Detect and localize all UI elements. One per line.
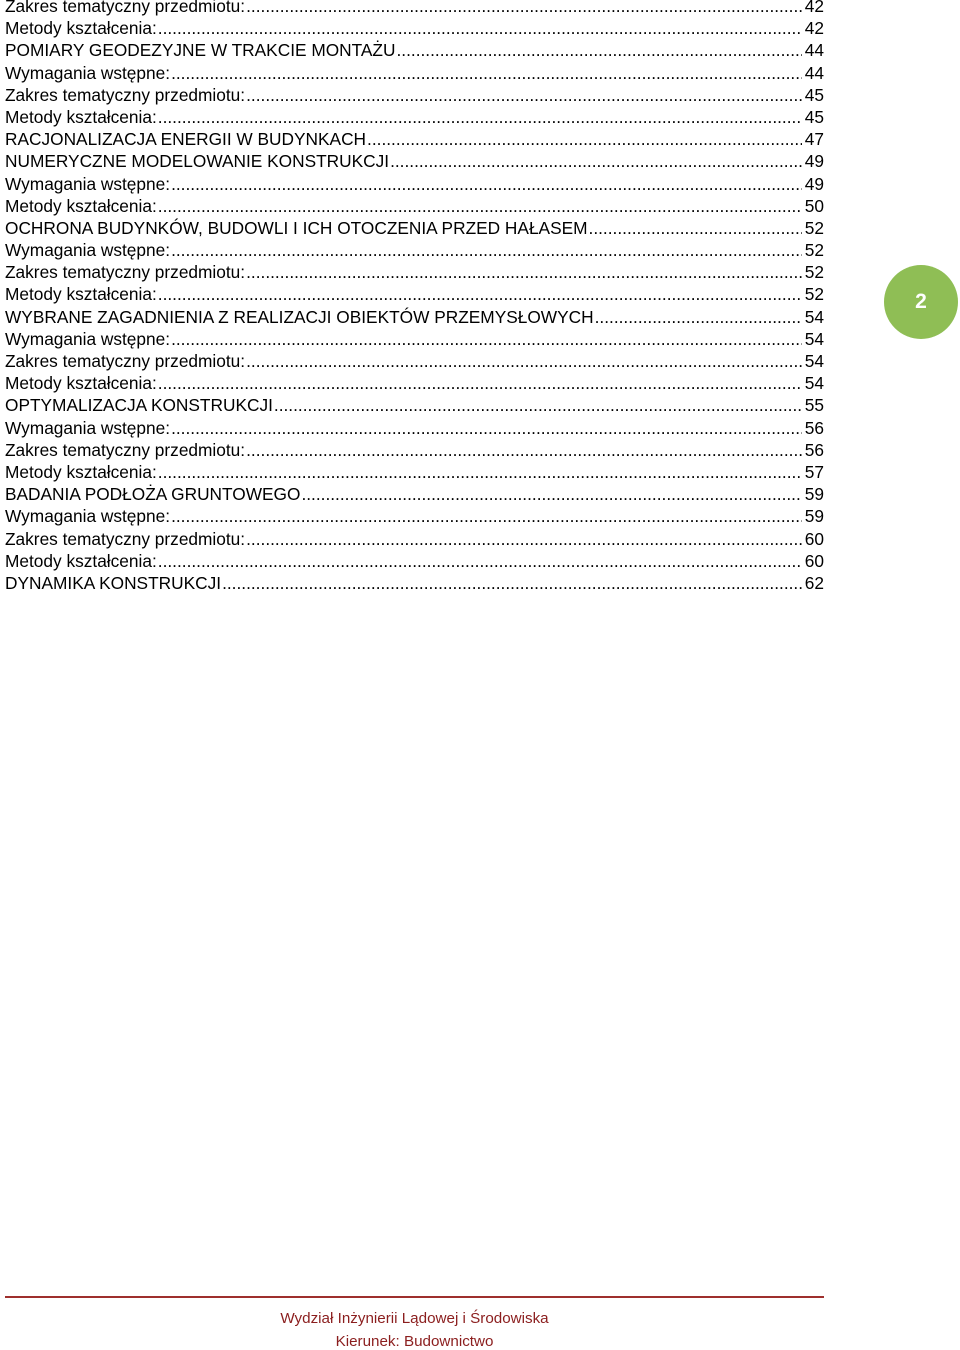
toc-entry[interactable] xyxy=(5,372,824,394)
toc-entry[interactable] xyxy=(5,350,824,372)
toc-entry-title: Zakres tematyczny przedmiotu: xyxy=(5,439,246,460)
toc-entry-title: DYNAMIKA KONSTRUKCJI xyxy=(5,572,222,593)
toc-entry-title: Wymagania wstępne: xyxy=(5,328,171,349)
toc-dot-leader xyxy=(589,217,802,239)
page-number: 2 xyxy=(915,290,927,313)
toc-page-number: 49 xyxy=(804,173,824,194)
toc-entry[interactable] xyxy=(5,84,824,106)
toc-dot-leader xyxy=(301,483,801,505)
toc-page-number: 45 xyxy=(804,84,824,105)
toc-page-number: 49 xyxy=(804,151,824,172)
toc-dot-leader xyxy=(158,461,802,483)
toc-page-number: 50 xyxy=(804,195,824,216)
toc-dot-leader xyxy=(158,550,802,572)
toc-page-number: 42 xyxy=(804,0,824,16)
table-of-contents xyxy=(5,0,824,594)
toc-page-number: 54 xyxy=(804,306,824,327)
toc-entry[interactable] xyxy=(5,62,824,84)
toc-page-number: 57 xyxy=(804,461,824,482)
toc-dot-leader xyxy=(246,261,802,283)
toc-entry-title: Zakres tematyczny przedmiotu: xyxy=(5,351,246,371)
footer-faculty: Wydział Inżynierii Lądowej i Środowiska xyxy=(280,1310,549,1327)
toc-entry[interactable] xyxy=(5,528,824,550)
toc-page-number: 56 xyxy=(804,439,824,460)
toc-entry-title: Metody kształcenia: xyxy=(5,18,157,39)
toc-entry[interactable] xyxy=(5,150,824,172)
toc-page-number: 47 xyxy=(804,129,824,150)
toc-entry-title: Wymagania wstępne: xyxy=(5,417,171,438)
toc-entry[interactable] xyxy=(5,328,824,350)
toc-dot-leader xyxy=(158,283,802,305)
toc-page-number: 42 xyxy=(804,18,824,39)
toc-entry-title: BADANIA PODŁOŻA GRUNTOWEGO xyxy=(5,484,301,505)
toc-page-number: 52 xyxy=(804,262,824,283)
toc-entry-title: Metody kształcenia: xyxy=(5,373,157,394)
toc-entry-title: Zakres tematyczny przedmiotu: xyxy=(5,0,246,16)
toc-dot-leader xyxy=(274,394,802,416)
toc-dot-leader xyxy=(158,372,802,394)
toc-entry-title: NUMERYCZNE MODELOWANIE KONSTRUKCJI xyxy=(5,151,390,172)
toc-page-number: 60 xyxy=(804,528,824,549)
toc-entry[interactable] xyxy=(5,239,824,261)
toc-entry[interactable] xyxy=(5,261,824,283)
footer-field-of-study: Kierunek: Budownictwo xyxy=(335,1333,494,1350)
toc-entry-title: Wymagania wstępne: xyxy=(5,506,171,527)
toc-page-number: 55 xyxy=(804,395,824,416)
toc-entry[interactable] xyxy=(5,173,824,195)
toc-entry[interactable] xyxy=(5,0,824,17)
toc-page-number: 52 xyxy=(804,284,824,305)
toc-entry[interactable] xyxy=(5,128,824,150)
toc-dot-leader xyxy=(158,17,802,39)
toc-page-number: 45 xyxy=(804,106,824,127)
toc-entry[interactable] xyxy=(5,439,824,461)
toc-page-number: 59 xyxy=(804,484,824,505)
toc-page-number: 44 xyxy=(804,62,824,83)
toc-entry-title: POMIARY GEODEZYJNE W TRAKCIE MONTAŻU xyxy=(5,40,396,61)
toc-dot-leader xyxy=(171,505,802,527)
toc-entry-title: Zakres tematyczny przedmiotu: xyxy=(5,84,246,105)
toc-entry[interactable] xyxy=(5,195,824,217)
toc-entry[interactable] xyxy=(5,417,824,439)
toc-entry-title: Zakres tematyczny przedmiotu: xyxy=(5,528,246,549)
toc-dot-leader xyxy=(367,128,802,150)
toc-entry-title: Zakres tematyczny przedmiotu: xyxy=(5,262,246,283)
toc-entry-title: Metody kształcenia: xyxy=(5,461,157,482)
toc-entry-title: Metody kształcenia: xyxy=(5,284,157,305)
toc-page-number: 54 xyxy=(804,373,824,394)
toc-page-number: 52 xyxy=(804,217,824,238)
toc-entry[interactable] xyxy=(5,106,824,128)
toc-entry-title: OPTYMALIZACJA KONSTRUKCJI xyxy=(5,395,273,416)
toc-dot-leader xyxy=(246,84,802,106)
toc-entry-title: OCHRONA BUDYNKÓW, BUDOWLI I ICH OTOCZENIA PRZED HAŁASEM xyxy=(5,217,588,238)
toc-entry[interactable] xyxy=(5,394,824,416)
toc-dot-leader xyxy=(158,106,802,128)
toc-entry-title: WYBRANE ZAGADNIENIA Z REALIZACJI OBIEKTÓW PRZEMYSŁOWYCH xyxy=(5,306,594,327)
toc-entry-title: Metody kształcenia: xyxy=(5,195,157,216)
toc-entry[interactable] xyxy=(5,17,824,39)
toc-entry-title: Wymagania wstępne: xyxy=(5,62,171,83)
toc-dot-leader xyxy=(171,239,802,261)
toc-entry-title: Metody kształcenia: xyxy=(5,106,157,127)
toc-entry-title: Wymagania wstępne: xyxy=(5,173,171,194)
toc-entry[interactable] xyxy=(5,461,824,483)
toc-dot-leader xyxy=(158,195,802,217)
toc-dot-leader xyxy=(595,306,802,328)
toc-entry-title: RACJONALIZACJA ENERGII W BUDYNKACH xyxy=(5,129,367,150)
toc-page-number: 54 xyxy=(804,351,824,371)
toc-page-number: 56 xyxy=(804,417,824,438)
footer-divider xyxy=(5,1296,824,1298)
toc-entry[interactable] xyxy=(5,217,824,239)
toc-entry[interactable] xyxy=(5,572,824,594)
toc-dot-leader xyxy=(390,150,802,172)
toc-page-number: 54 xyxy=(804,328,824,349)
toc-entry-title: Metody kształcenia: xyxy=(5,550,157,571)
toc-page-number: 60 xyxy=(804,550,824,571)
toc-entry[interactable] xyxy=(5,306,824,328)
toc-dot-leader xyxy=(171,417,802,439)
toc-entry[interactable] xyxy=(5,505,824,527)
toc-dot-leader xyxy=(246,350,802,372)
toc-page-number: 52 xyxy=(804,240,824,261)
toc-entry[interactable] xyxy=(5,550,824,572)
toc-dot-leader xyxy=(171,62,802,84)
toc-page-number: 59 xyxy=(804,506,824,527)
toc-dot-leader xyxy=(246,528,802,550)
toc-dot-leader xyxy=(396,39,801,61)
toc-entry[interactable] xyxy=(5,483,824,505)
toc-page-number: 44 xyxy=(804,40,824,61)
toc-entry[interactable] xyxy=(5,283,824,305)
toc-page-number: 62 xyxy=(804,572,824,593)
toc-dot-leader xyxy=(222,572,802,594)
toc-dot-leader xyxy=(171,328,802,350)
page-number-badge xyxy=(884,265,958,339)
toc-entry-title: Wymagania wstępne: xyxy=(5,240,171,261)
toc-dot-leader xyxy=(171,173,802,195)
toc-dot-leader xyxy=(246,439,802,461)
toc-entry[interactable] xyxy=(5,39,824,61)
toc-dot-leader xyxy=(246,0,802,17)
